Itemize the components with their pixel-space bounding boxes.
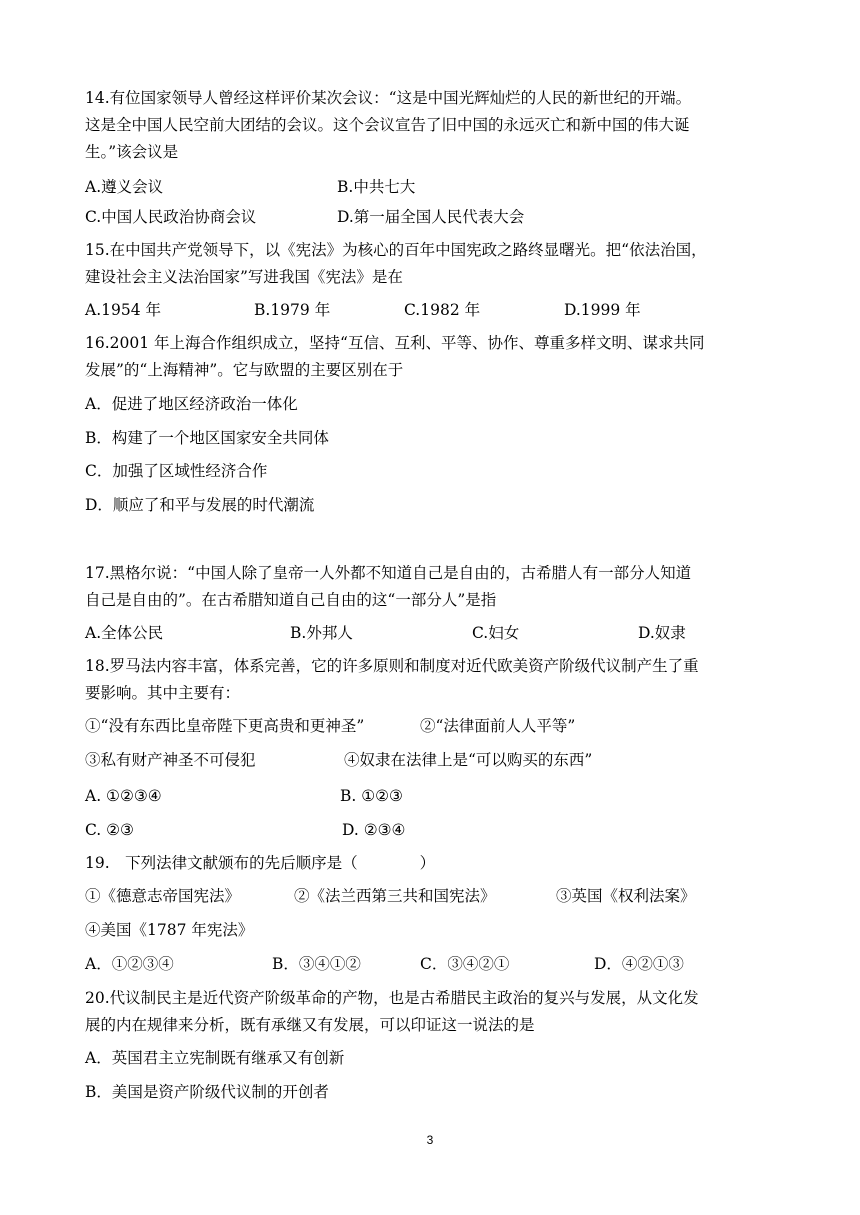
question-17-stem-line-1: 17.黑格尔说：“中国人除了皇帝一人外都不知道自己是自由的，古希腊人有一部分人知道 [85,564,692,582]
question-15-option-c: C.1982 年 [404,301,481,319]
question-20-stem-line-1: 20.代议制民主是近代资产阶级革命的产物，也是古希腊民主政治的复兴与发展，从文化发 [85,989,699,1007]
question-17-stem-line-2: 自己是自由的”。在古希腊知道自己自由的这“一部分人”是指 [85,591,497,609]
question-19-item-4: ④美国《1787 年宪法》 [85,921,254,939]
question-19-option-d: D．④②①③ [594,955,684,973]
question-16-stem-line-2: 发展”的“上海精神”。它与欧盟的主要区别在于 [85,361,404,379]
question-20-option-a: A．英国君主立宪制既有继承又有创新 [85,1049,345,1067]
question-20-option-b: B．美国是资产阶级代议制的开创者 [85,1083,329,1101]
question-15-stem-line-2: 建设社会主义法治国家”写进我国《宪法》是在 [85,268,403,286]
question-18-item-3: ③私有财产神圣不可侵犯 [85,751,256,769]
question-15-stem-line-1: 15.在中国共产党领导下，以《宪法》为核心的百年中国宪政之路终显曙光。把“依法治国， [85,241,707,259]
question-19-option-a: A．①②③④ [85,955,174,973]
question-14-stem-line-1: 14.有位国家领导人曾经这样评价某次会议：“这是中国光辉灿烂的人民的新世纪的开端。 [85,89,692,107]
question-16-stem-line-1: 16.2001 年上海合作组织成立，坚持“互信、互利、平等、协作、尊重多样文明、谋求共同 [85,334,705,352]
question-15-option-b: B.1979 年 [254,301,331,319]
question-19-option-b: B．③④①② [272,955,361,973]
question-18-option-a: A. ①②③④ [85,787,162,805]
question-16-option-b: B．构建了一个地区国家安全共同体 [85,429,329,447]
question-19-stem: 19. 下列法律文献颁布的先后顺序是（ ） [85,854,436,872]
question-14-option-b: B.中共七大 [337,178,416,196]
question-14-stem-line-3: 生。”该会议是 [85,143,179,161]
question-17-option-a: A.全体公民 [85,624,164,642]
question-18-option-c: C. ②③ [85,821,134,839]
question-15-option-a: A.1954 年 [85,301,161,319]
question-14-option-d: D.第一届全国人民代表大会 [337,208,525,226]
question-17-option-d: D.奴隶 [638,624,686,642]
question-18-stem-line-1: 18.罗马法内容丰富，体系完善，它的许多原则和制度对近代欧美资产阶级代议制产生了重 [85,657,699,675]
question-18-option-b: B. ①②③ [340,787,403,805]
question-16-option-c: C．加强了区域性经济合作 [85,462,268,480]
question-19-item-3: ③英国《权利法案》 [556,887,696,905]
question-18-stem-line-2: 要影响。其中主要有： [85,684,241,702]
question-16-option-d: D．顺应了和平与发展的时代潮流 [85,496,315,514]
question-19-option-c: C．③④②① [420,955,510,973]
page-number: 3 [426,1133,434,1147]
question-20-stem-line-2: 展的内在规律来分析，既有承继又有发展，可以印证这一说法的是 [85,1016,535,1034]
question-18-option-d: D. ②③④ [342,821,406,839]
question-17-option-c: C.妇女 [472,624,520,642]
question-14-stem-line-2: 这是全中国人民空前大团结的会议。这个会议宣告了旧中国的永远灭亡和新中国的伟大诞 [85,116,690,134]
question-19-item-1: ①《德意志帝国宪法》 [85,887,241,905]
question-18-item-1: ①“没有东西比皇帝陛下更高贵和更神圣” [85,717,365,735]
question-17-option-b: B.外邦人 [290,624,353,642]
question-16-option-a: A．促进了地区经济政治一体化 [85,395,298,413]
question-15-option-d: D.1999 年 [564,301,641,319]
question-18-item-4: ④奴隶在法律上是“可以购买的东西” [344,751,593,769]
question-18-item-2: ②“法律面前人人平等” [420,717,576,735]
question-19-item-2: ②《法兰西第三共和国宪法》 [294,887,496,905]
question-14-option-c: C.中国人民政治协商会议 [85,208,257,226]
question-14-option-a: A.遵义会议 [85,178,164,196]
